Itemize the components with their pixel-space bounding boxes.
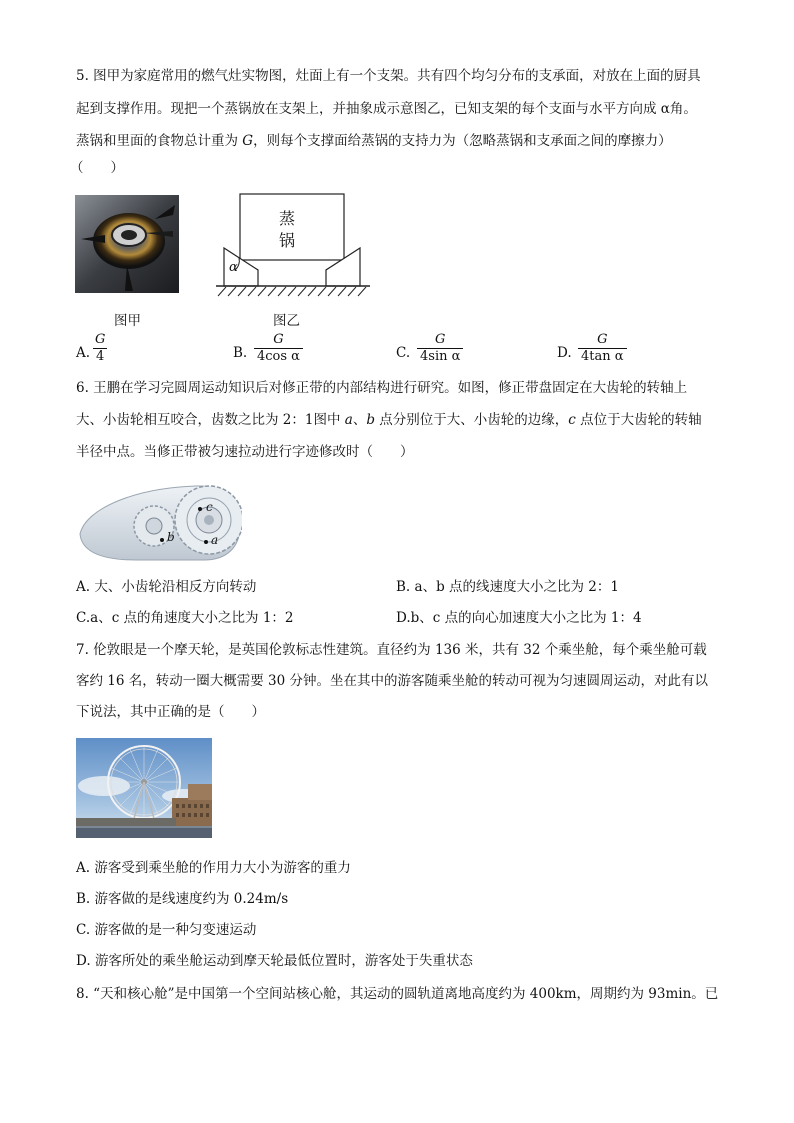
q7-line-2: 客约 16 名，转动一圈大概需要 30 分钟。坐在其中的游客随乘坐舱的转动可视为匀速圆周运动，对此有以 bbox=[76, 673, 709, 689]
q5-option-b-label: B. bbox=[233, 345, 248, 361]
q6-option-d[interactable]: D.b、c 点的向心加速度大小之比为 1：4 bbox=[396, 610, 642, 626]
q5-line-2: 起到支撑作用。现把一个蒸锅放在支架上，并抽象成示意图乙，已知支架的每个支面与水平方向成 α角。 bbox=[76, 101, 697, 117]
q5-line-1: 5. 图甲为家庭常用的燃气灶实物图，灶面上有一个支架。共有四个均匀分布的支承面，对放在上面的厨具 bbox=[76, 68, 701, 84]
q5-option-d-label: D. bbox=[557, 345, 572, 361]
q5-line-3: 蒸锅和里面的食物总计重为 G，则每个支撑面给蒸锅的支持力为（忽略蒸锅和支承面之间的摩擦力） bbox=[76, 133, 672, 149]
stove-photo bbox=[75, 195, 179, 293]
q5-option-b-fraction[interactable]: $\frac{G}{\text{4cos α}}$ bbox=[254, 333, 303, 364]
pot-label-char-2: 锅 bbox=[279, 231, 296, 250]
q5-option-d-fraction[interactable]: $\frac{G}{\text{4tan α}}$ bbox=[578, 333, 627, 364]
q7-option-a[interactable]: A. 游客受到乘坐舱的作用力大小为游客的重力 bbox=[76, 860, 351, 876]
q7-line-3: 下说法，其中正确的是（ ） bbox=[76, 704, 265, 720]
q5-option-a-fraction[interactable]: $\frac{G}{4}$ bbox=[95, 332, 106, 364]
point-a-label: a bbox=[211, 533, 219, 547]
pot-label-char-1: 蒸 bbox=[279, 209, 296, 228]
london-eye-photo bbox=[76, 738, 212, 838]
q6-line-3: 半径中点。当修正带被匀速拉动进行字迹修改时（ ） bbox=[76, 444, 414, 460]
angle-alpha-label: α bbox=[229, 260, 238, 275]
point-b-label: b bbox=[167, 530, 175, 544]
figure-yi-caption: 图乙 bbox=[273, 313, 300, 329]
q5-option-c-label: C. bbox=[396, 345, 411, 361]
q8-line-1: 8. “天和核心舱”是中国第一个空间站核心舱，其运动的圆轨道离地高度约为 400km，周期约为 93min。已 bbox=[76, 986, 719, 1002]
q7-option-b[interactable]: B. 游客做的是线速度约为 0.24m/s bbox=[76, 891, 289, 907]
q7-line-1: 7. 伦敦眼是一个摩天轮，是英国伦敦标志性建筑。直径约为 136 米，共有 32 个乘坐舱，每个乘坐舱可载 bbox=[76, 642, 707, 658]
q5-option-a-label: A. bbox=[76, 345, 91, 361]
q6-option-b[interactable]: B. a、b 点的线速度大小之比为 2：1 bbox=[396, 579, 619, 595]
q7-option-c[interactable]: C. 游客做的是一种匀变速运动 bbox=[76, 922, 257, 938]
correction-tape-figure bbox=[76, 478, 242, 564]
q6-line-1: 6. 王鹏在学习完圆周运动知识后对修正带的内部结构进行研究。如图，修正带盘固定在大齿轮的转轴上 bbox=[76, 380, 688, 396]
q7-option-d[interactable]: D. 游客所处的乘坐舱运动到摩天轮最低位置时，游客处于失重状态 bbox=[76, 953, 473, 969]
q6-option-a[interactable]: A. 大、小齿轮沿相反方向转动 bbox=[76, 579, 257, 595]
figure-jia-caption: 图甲 bbox=[114, 313, 141, 329]
q5-answer-paren: （ ） bbox=[70, 160, 124, 176]
q6-option-c[interactable]: C.a、c 点的角速度大小之比为 1：2 bbox=[76, 610, 294, 626]
point-c-label: c bbox=[206, 500, 213, 514]
q6-line-2: 大、小齿轮相互咬合，齿数之比为 2：1图中 a、b 点分别位于大、小齿轮的边缘，c 点位于大齿轮的转轴 bbox=[76, 412, 702, 428]
q5-option-c-fraction[interactable]: $\frac{G}{\text{4sin α}}$ bbox=[417, 333, 463, 364]
